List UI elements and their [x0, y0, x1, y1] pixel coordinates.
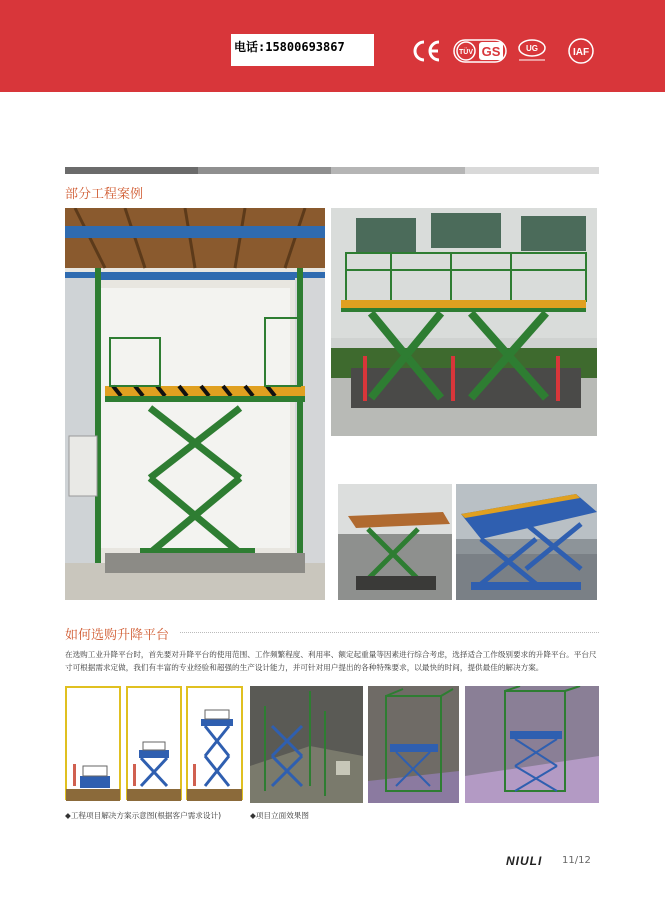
photo-blue-lift	[456, 484, 597, 600]
svg-text:UG: UG	[526, 44, 538, 53]
description-text: 在选购工业升降平台时，首先要对升降平台的使用范围、工作频繁程度、利用率、额定起重量等因素进行综合考虑，选择适合工作级别要求的升降平台。平台尺寸可根据需求定做，我们有丰富的专业经验和超强的生产设计能力，并可针对用户提出的各种特殊要求，以最快的时间，提供最佳的解决方案。	[65, 650, 597, 672]
section-title-cases: 部分工程案例	[65, 187, 144, 202]
photo-pit-lift	[338, 484, 452, 600]
render-3d-1	[250, 686, 363, 803]
diagram-schematic	[65, 686, 243, 803]
divider-bar-3	[331, 167, 465, 174]
page-number: 11/12	[562, 855, 591, 866]
iaf-icon	[562, 38, 600, 64]
render-3d-2	[368, 686, 459, 803]
divider-bar-2	[198, 167, 331, 174]
photo-indoor-lift	[65, 208, 325, 600]
section-title-howto: 如何选购升降平台	[65, 628, 170, 643]
dotted-divider	[180, 632, 599, 633]
svg-text:IAF: IAF	[572, 47, 590, 58]
divider-bar-4	[465, 167, 599, 174]
ce-mark-icon	[412, 38, 442, 64]
svg-text:GS: GS	[481, 44, 501, 59]
tuv-gs-icon	[453, 38, 507, 64]
header-banner	[0, 0, 665, 92]
phone-number: 电话:15800693867	[234, 40, 345, 54]
divider-bar-1	[65, 167, 198, 174]
caption-schematic: ◆工程项目解决方案示意图(根据客户需求设计)	[65, 811, 222, 820]
ug-cert-icon	[515, 38, 549, 64]
brand-logo: NIULI	[506, 854, 543, 868]
caption-renders: ◆项目立面效果图	[250, 811, 309, 820]
phone-box	[231, 34, 374, 66]
render-3d-3	[465, 686, 599, 803]
photo-outdoor-lift	[331, 208, 597, 436]
svg-text:TÜV: TÜV	[459, 49, 473, 56]
